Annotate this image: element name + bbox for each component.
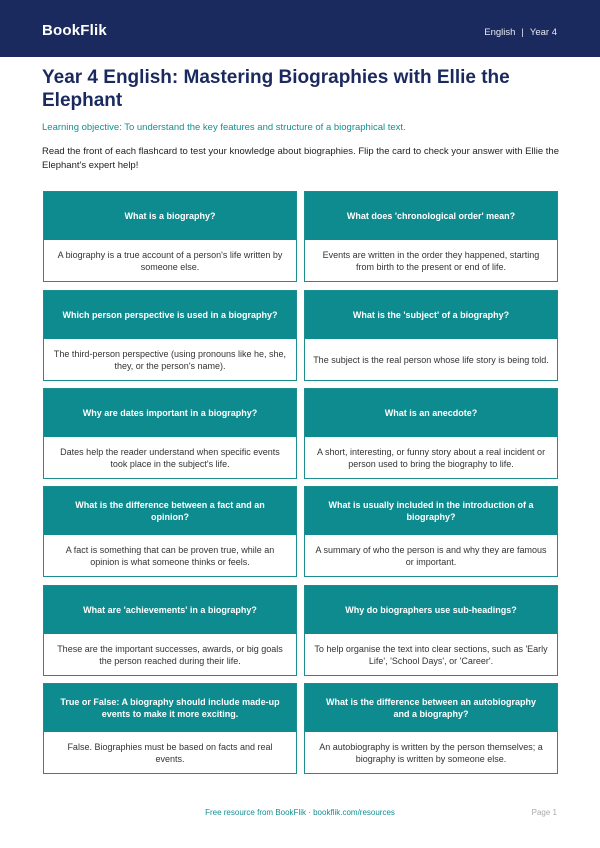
flashcard-answer: Events are written in the order they happened, starting from birth to the present or end of life. (322, 249, 540, 272)
footer-text[interactable]: Free resource from BookFlik · bookflik.com/resources (205, 808, 395, 817)
flashcard-answer: The subject is the real person whose life story is being told. (313, 354, 549, 365)
intro-text: Read the front of each flashcard to test your knowledge about biographies. Flip the card to check your answer with Ellie the Elephant's expert help! (42, 146, 559, 171)
brand-logo[interactable]: BookFlik (42, 22, 107, 39)
breadcrumb (484, 27, 557, 38)
flashcard[interactable] (43, 486, 297, 577)
flashcard-question: What is the 'subject' of a biography? (305, 291, 557, 339)
flashcard-question: True or False: A biography should include made-up events to make it more exciting. (44, 684, 296, 732)
flashcard-answer: An autobiography is written by the person themselves; a biography is written by someone else. (319, 741, 543, 764)
flashcard-answer: False. Biographies must be based on facts and real events. (67, 741, 273, 764)
flashcard-question: What is the difference between a fact and an opinion? (44, 487, 296, 535)
flashcard-answer: These are the important successes, awards, or big goals the person reached during their life. (57, 643, 283, 666)
flashcard-question: What is the difference between an autobiography and a biography? (305, 684, 557, 732)
flashcard-question: Why do biographers use sub-headings? (305, 586, 557, 634)
flashcard-question: What is a biography? (44, 192, 296, 240)
flashcard-question: What is an anecdote? (305, 389, 557, 437)
flashcard[interactable] (43, 585, 297, 676)
flashcard[interactable] (43, 290, 297, 381)
page-title: Year 4 English: Mastering Biographies with Ellie the Elephant (42, 67, 510, 111)
flashcard-question: What does 'chronological order' mean? (305, 192, 557, 240)
flashcard[interactable] (43, 683, 297, 774)
page-number: Page 1 (531, 808, 557, 817)
breadcrumb-subject[interactable]: English (484, 27, 516, 38)
breadcrumb-separator: | (521, 27, 524, 38)
flashcard[interactable] (304, 486, 558, 577)
flashcard-answer: A fact is something that can be proven true, while an opinion is what someone thinks or feels. (65, 544, 275, 567)
breadcrumb-year[interactable]: Year 4 (529, 27, 557, 38)
flashcard[interactable] (304, 585, 558, 676)
flashcard-answer: To help organise the text into clear sections, such as 'Early Life', 'School Days', or 'Career'. (314, 643, 548, 666)
flashcard-question: Why are dates important in a biography? (44, 389, 296, 437)
flashcard-answer: A short, interesting, or funny story about a real incident or person used to bring the biography to life. (316, 446, 546, 469)
top-bar (0, 0, 600, 57)
flashcard-question: What are 'achievements' in a biography? (44, 586, 296, 634)
flashcard[interactable] (304, 191, 558, 282)
flashcard[interactable] (304, 388, 558, 479)
flashcard[interactable] (304, 290, 558, 381)
flashcard[interactable] (304, 683, 558, 774)
flashcard-question: What is usually included in the introduction of a biography? (305, 487, 557, 535)
flashcard-answer: A biography is a true account of a person's life written by someone else. (57, 249, 283, 272)
flashcard-answer: A summary of who the person is and why they are famous or important. (315, 544, 547, 567)
flashcard-answer: The third-person perspective (using pronouns like he, she, they, or the person's name). (53, 348, 287, 371)
flashcard-answer: Dates help the reader understand when specific events took place in the subject's life. (60, 446, 280, 469)
flashcard[interactable] (43, 388, 297, 479)
learning-objective: Learning objective: To understand the key features and structure of a biographical text. (42, 122, 406, 133)
flashcard[interactable] (43, 191, 297, 282)
flashcard-question: Which person perspective is used in a biography? (44, 291, 296, 339)
